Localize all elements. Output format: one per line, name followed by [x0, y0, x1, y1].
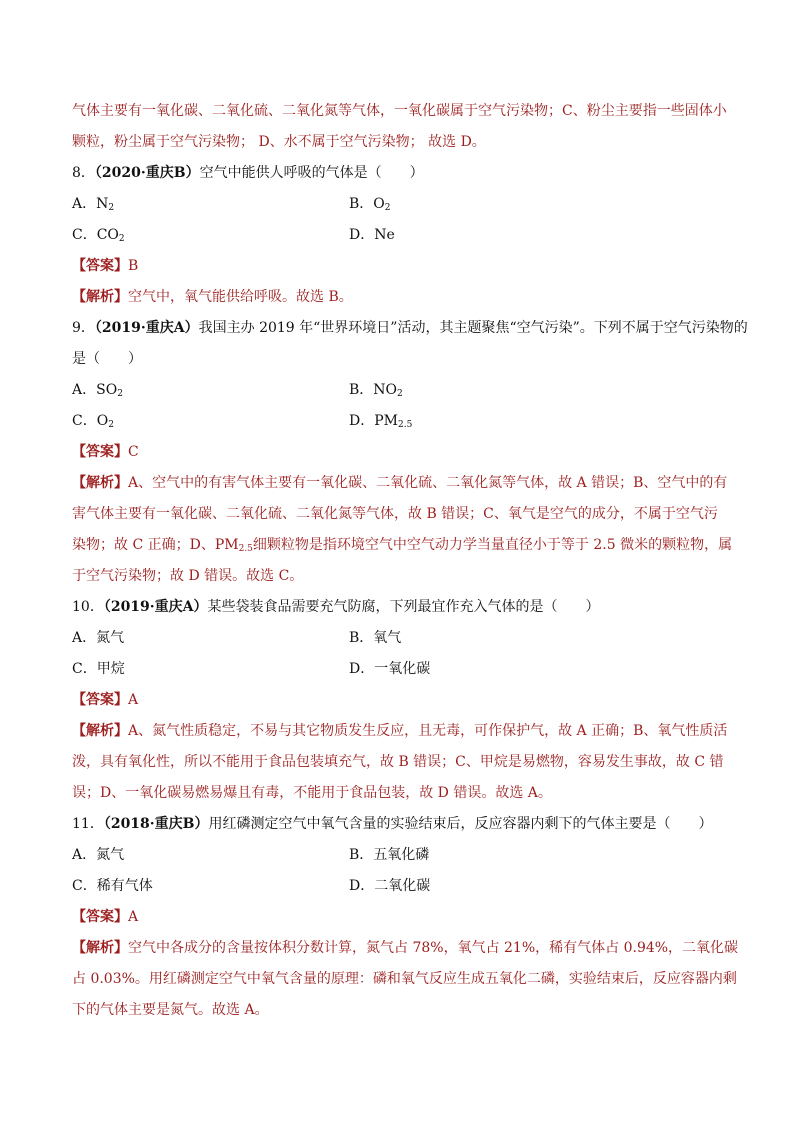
question-source: （2020·重庆B）	[94, 165, 200, 181]
question-text: 某些袋装食品需要充气防腐，下列最宜作充入气体的是（ ）	[207, 599, 600, 615]
question-11-options-row-1	[72, 840, 728, 871]
question-11-analysis-3: 下的气体主要是氮气。故选 A。	[72, 1002, 269, 1018]
question-8-options-row-2	[72, 220, 728, 251]
analysis-tag: 【解析】	[72, 940, 128, 956]
option-c: C．稀有气体	[72, 878, 153, 894]
intro-line-1: 气体主要有一氧化碳、二氧化硫、二氧化氮等气体，一氧化碳属于空气污染物；C、粉尘主要指一些固体小	[72, 103, 727, 119]
option-a: A．$N_2$	[72, 196, 115, 213]
option-c: C．$CO_2$	[72, 227, 125, 244]
question-11-analysis-1: 【解析】空气中各成分的含量按体积分数计算，氮气占 78%，氧气占 21%，稀有气体占 0.94%，二氧化碳	[72, 940, 739, 956]
question-10-options-row-2	[72, 654, 728, 685]
question-10-analysis-2: 泼，具有氧化性，所以不能用于食品包装填充气，故 B 错误；C、甲烷是易燃物，容易发生事故，故 C 错	[72, 754, 724, 770]
question-source: （2019·重庆A）	[94, 320, 199, 336]
answer-value: C	[128, 444, 139, 460]
question-11-options-row-2	[72, 871, 728, 902]
answer-value: A	[128, 909, 139, 925]
question-text: 用红磷测定空气中氧气含量的实验结束后，反应容器内剩下的气体主要是（ ）	[208, 816, 713, 832]
analysis-tag: 【解析】	[72, 475, 128, 491]
option-c: C．甲烷	[72, 661, 125, 677]
option-b: B．$NO_2$	[349, 382, 403, 399]
question-9-options-row-2	[72, 406, 728, 437]
question-9-options-row-1	[72, 375, 728, 406]
option-a: A．氮气	[72, 630, 125, 646]
question-number: 11．	[72, 816, 104, 832]
question-8-stem	[72, 158, 728, 189]
question-9-analysis-1: 【解析】A、空气中的有害气体主要有一氧化碳、二氧化硫、二氧化氮等气体，故 A 错误；B、空气中的有	[72, 475, 728, 491]
question-source: （2018·重庆B）	[103, 816, 209, 832]
question-text: 我国主办 2019 年“世界环境日”活动，其主题聚焦“空气污染”。下列不属于空气污染物的	[198, 320, 748, 336]
answer-tag: 【答案】	[72, 444, 128, 460]
option-d: D．$PM_{2.5}$	[349, 413, 413, 430]
option-d: D．一氧化碳	[349, 661, 431, 677]
question-10-options-row-1	[72, 623, 728, 654]
question-9-analysis-2: 害气体主要有一氧化碳、二氧化硫、二氧化氮等气体，故 B 错误；C、氧气是空气的成分，不属于空气污	[72, 506, 718, 522]
answer-tag: 【答案】	[72, 258, 128, 274]
question-9-answer	[72, 437, 728, 468]
question-11-answer	[72, 902, 728, 933]
question-9-stem-cont: 是（ ）	[72, 351, 142, 367]
question-8-analysis	[72, 282, 728, 313]
option-b: B．五氧化磷	[349, 847, 430, 863]
question-source: （2019·重庆A）	[103, 599, 208, 615]
option-a: A．氮气	[72, 847, 125, 863]
option-a: A．$SO_2$	[72, 382, 123, 399]
question-10-analysis-1: 【解析】A、氮气性质稳定，不易与其它物质发生反应，且无毒，可作保护气，故 A 正确；B、氧气性质活	[72, 723, 728, 739]
answer-value: A	[128, 692, 139, 708]
question-10-analysis-3: 误；D、一氧化碳易燃易爆且有毒，不能用于食品包装，故 D 错误。故选 A。	[72, 785, 552, 801]
question-number: 9．	[72, 320, 95, 336]
answer-value: B	[128, 258, 139, 274]
option-b: B．氧气	[349, 630, 402, 646]
option-d: D．二氧化碳	[349, 878, 431, 894]
question-10-stem	[72, 592, 728, 623]
question-number: 10．	[72, 599, 104, 615]
question-8-options-row-1	[72, 189, 728, 220]
option-c: C．$O_2$	[72, 413, 114, 430]
analysis-text: 空气中，氧气能供给呼吸。故选 B。	[128, 289, 353, 305]
answer-tag: 【答案】	[72, 692, 128, 708]
document-page	[72, 96, 748, 1026]
intro-line-2: 颗粒，粉尘属于空气污染物； D、水不属于空气污染物； 故选 D。	[72, 134, 486, 150]
question-10-answer	[72, 685, 728, 716]
analysis-tag: 【解析】	[72, 289, 128, 305]
question-8-answer	[72, 251, 728, 282]
question-11-analysis-2: 占 0.03%。用红磷测定空气中氧气含量的原理：磷和氧气反应生成五氧化二磷，实验结束后，反应容器内剩	[72, 971, 737, 987]
question-9-stem	[72, 313, 748, 344]
question-9-analysis-3: 染物；故 C 正确；D、$PM_{2.5}$细颗粒物是指环境空气中空气动力学当量直径小于等于 2.5 微米的颗粒物，属	[72, 537, 733, 554]
question-11-stem	[72, 809, 728, 840]
option-d: D．Ne	[349, 227, 395, 243]
answer-tag: 【答案】	[72, 909, 128, 925]
question-9-analysis-4: 于空气污染物；故 D 错误。故选 C。	[72, 568, 304, 584]
analysis-tag: 【解析】	[72, 723, 128, 739]
question-number: 8．	[72, 165, 95, 181]
option-b: B．$O_2$	[349, 196, 391, 213]
question-text: 空气中能供人呼吸的气体是（ ）	[199, 165, 424, 181]
